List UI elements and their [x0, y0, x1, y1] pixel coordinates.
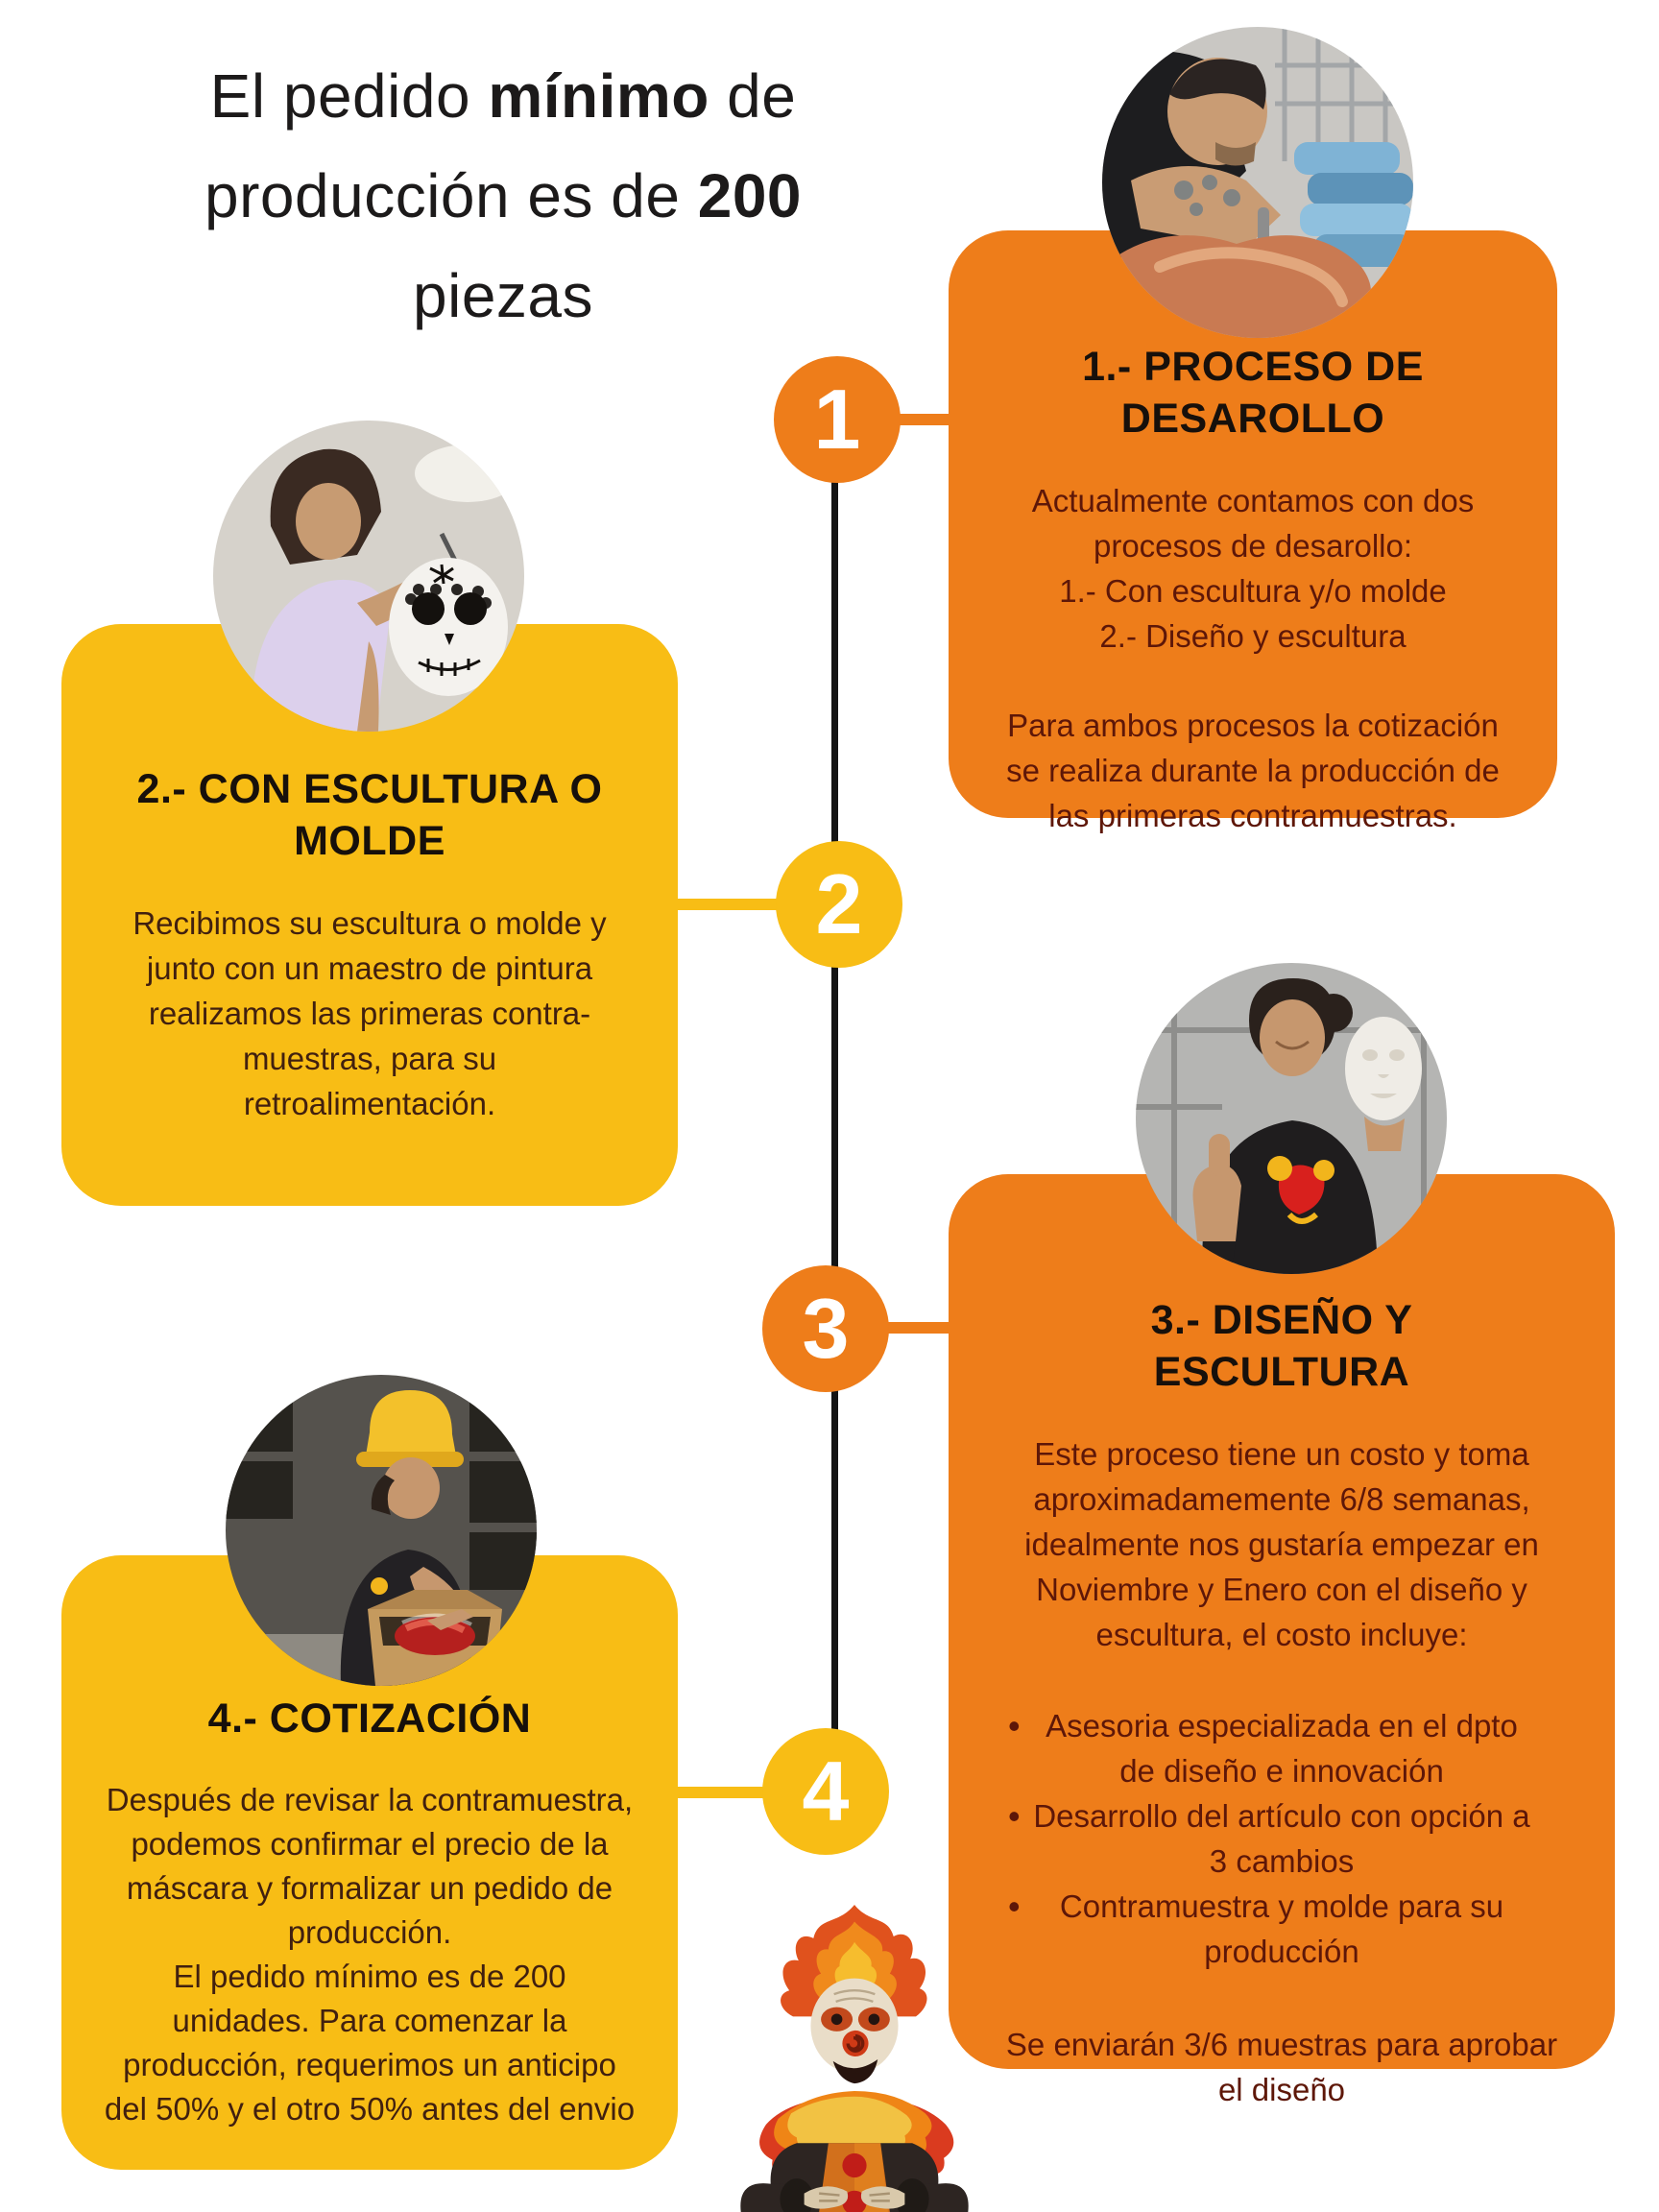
timeline-segment-3-4 [831, 1390, 838, 1734]
step-1-number-badge [774, 356, 901, 483]
step-2-number: 2 [815, 856, 863, 951]
step-3-number: 3 [802, 1281, 850, 1376]
clown-figure [710, 1905, 998, 2212]
title-text: piezas [413, 261, 593, 330]
step-3-title: 3.- DISEÑO Y ESCULTURA [1150, 1297, 1413, 1395]
step-2-body: Recibimos su escultura o molde y junto con un maestro de pintura realizamos las primeras contra- muestras, para su retroalimentación. [132, 904, 607, 1121]
step-1-number: 1 [813, 372, 861, 467]
step-4-number: 4 [802, 1743, 850, 1839]
step-3-intro: Este proceso tiene un costo y toma aproximadamemente 6/8 semanas, idealmente nos gustaría empezar en Noviembre y Enero con el diseño y escultura, el costo incluye: [1024, 1435, 1539, 1652]
connector-step2 [672, 899, 785, 910]
title-line-3 [92, 246, 914, 346]
title-text: de [709, 61, 797, 131]
page-title [92, 46, 914, 346]
step-4-body: Después de revisar la contramuestra, podemos confirmar el precio de la máscara y formalizar un pedido de producción. El pedido mínimo es de 200 unidades. Para comenzar la producción, requerimos un anticipo del 50% y el otro 50% antes del envio [104, 1781, 636, 2127]
step-3-card [949, 1174, 1615, 2107]
timeline-segment-2-3 [831, 966, 838, 1271]
step-1-title: 1.- PROCESO DE DESAROLLO [1082, 344, 1424, 442]
photo-step3-thumbs-up-mask [1136, 963, 1447, 1274]
connector-step1 [893, 414, 962, 425]
title-text: producción es de [204, 161, 698, 230]
step-4-title: 4.- COTIZACIÓN [207, 1695, 532, 1742]
timeline-segment-1-2 [831, 480, 838, 847]
photo-step4-packing-boxes [226, 1375, 537, 1686]
title-text: El pedido [209, 61, 489, 131]
step-1-body: Actualmente contamos con dos procesos de desarollo: 1.- Con escultura y/o molde 2.- Diseño y escultura [1031, 482, 1475, 654]
title-bold-200: 200 [697, 161, 802, 230]
photo-step2-painting-skull [213, 421, 524, 732]
connector-step4 [672, 1787, 772, 1798]
step-2-number-badge [776, 841, 902, 968]
step-3-number-badge [762, 1265, 889, 1392]
step-3-outro: Se enviarán 3/6 muestras para aprobar el diseño [1005, 2026, 1558, 2107]
photo-step1-sculpting [1102, 27, 1413, 338]
step-4-number-badge [762, 1728, 889, 1855]
step-3-bullet-list: • Asesoria especializada en el dpto de diseño e innovación • Desarrollo del artículo con opción a 3 cambios • Contramuestra y molde para su producción [993, 1703, 1571, 1974]
step-1-body-2: Para ambos procesos la cotización se realiza durante la producción de las primeras contramuestras. [1006, 707, 1500, 833]
title-bold-minimo: mínimo [488, 61, 709, 131]
connector-step3 [881, 1322, 960, 1334]
step-2-title: 2.- CON ESCULTURA O MOLDE [136, 766, 603, 864]
title-line-1 [92, 46, 914, 146]
title-line-2 [92, 146, 914, 246]
